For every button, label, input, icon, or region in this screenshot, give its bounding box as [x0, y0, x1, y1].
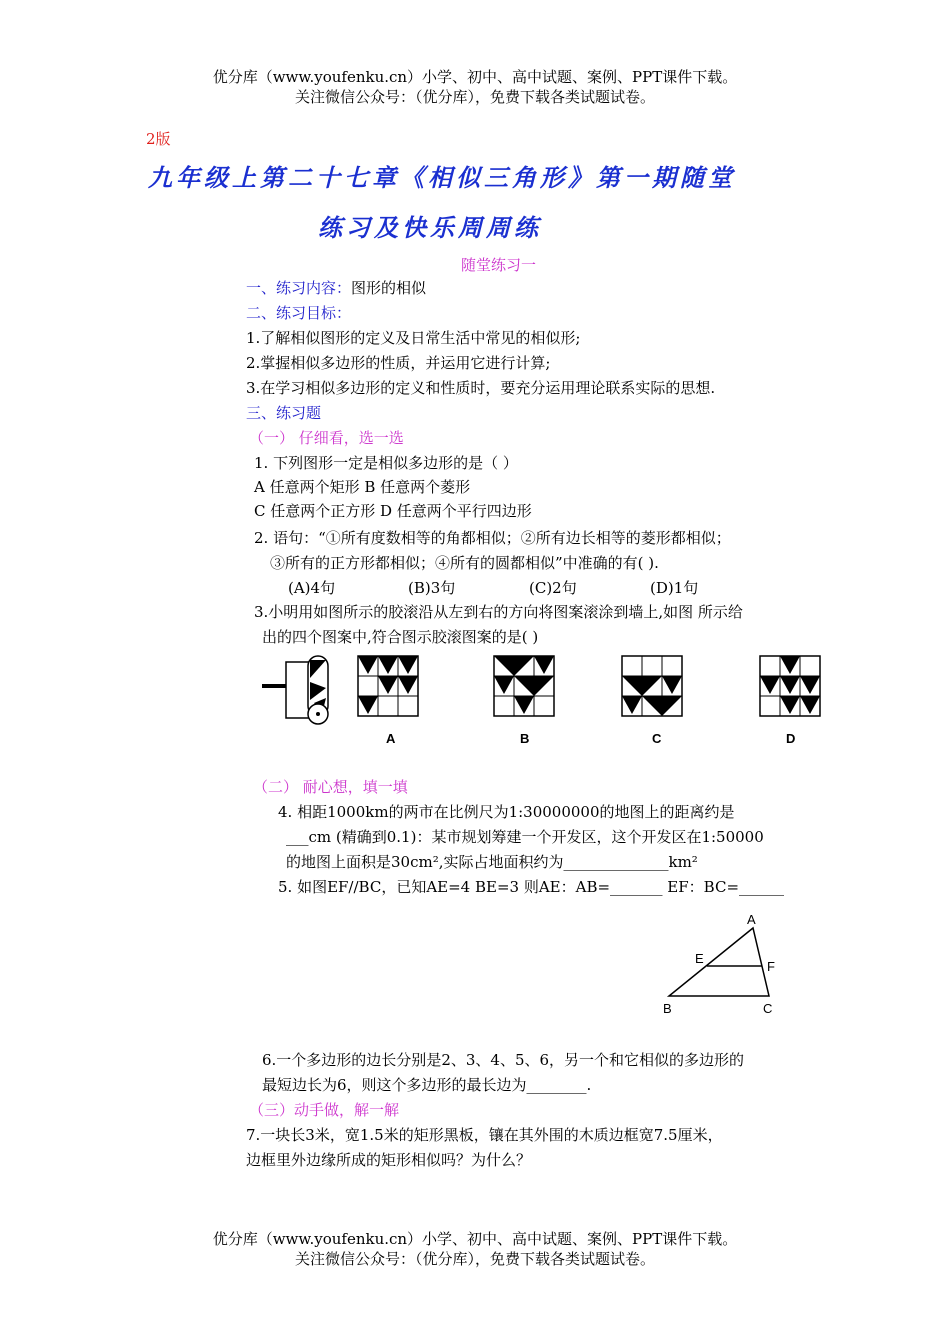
pattern-b: [494, 656, 554, 716]
goal-1: 1.了解相似图形的定义及日常生活中常见的相似形;: [246, 329, 581, 347]
question-6-line-1: 6.一个多边形的边长分别是2、3、4、5、6，另一个和它相似的多边形的: [262, 1051, 745, 1069]
question-2-line-1: 2. 语句：“①所有度数相等的角都相似；②所有边长相等的菱形都相似；: [254, 529, 731, 547]
question-7-line-1: 7.一块长3米，宽1.5米的矩形黑板，镶在其外围的木质边框宽7.5厘米，: [246, 1126, 723, 1144]
roller-figure: [258, 648, 858, 750]
figure-label-b: B: [520, 731, 530, 746]
goal-label: 二、练习目标：: [246, 304, 352, 322]
question-3-line-1: 3.小明用如图所示的胶滚沿从左到右的方向将图案滚涂到墙上,如图 所示给: [254, 603, 743, 621]
part2-heading: （二） 耐心想，填一填: [253, 778, 408, 796]
content-row: [246, 277, 426, 298]
figure-label-a: A: [386, 731, 396, 746]
vertex-c: C: [763, 1001, 773, 1016]
pattern-d: [760, 656, 820, 716]
content-value: 图形的相似: [351, 279, 427, 297]
vertex-a: A: [747, 912, 756, 927]
goal-2: 2.掌握相似多边形的性质，并运用它进行计算;: [246, 354, 551, 372]
question-4-line-1: 4. 相距1000km的两市在比例尺为1:30000000的地图上的距离约是: [278, 803, 735, 821]
triangle-figure: [655, 908, 785, 1020]
header-line-2: 关注微信公众号：（优分库），免费下载各类试题试卷。: [294, 88, 655, 106]
question-2-option-d: (D)1句: [650, 579, 699, 597]
part3-heading: （三）动手做，解一解: [249, 1101, 400, 1119]
triangle-abc: [669, 928, 769, 996]
content-label: 一、练习内容：: [246, 279, 352, 297]
question-5: 5. 如图EF//BC，已知AE=4 BE=3 则AE：AB=_______ EF：BC=______: [278, 878, 785, 896]
part1-heading: （一） 仔细看，选一选: [249, 429, 404, 447]
paint-roller: [262, 656, 328, 724]
question-1: 1. 下列图形一定是相似多边形的是（ ）: [254, 454, 518, 472]
vertex-e: E: [695, 951, 704, 966]
question-2-option-c: (C)2句: [529, 579, 577, 597]
question-4-line-3: 的地图上面积是30cm²,实际占地面积约为______________km²: [286, 853, 698, 871]
title-line-2: 练习及快乐周周练: [318, 213, 542, 242]
footer-line-2: 关注微信公众号：（优分库），免费下载各类试题试卷。: [294, 1250, 655, 1268]
version-label: 2版: [146, 130, 171, 148]
figure-label-c: C: [652, 731, 662, 746]
vertex-f: F: [767, 959, 775, 974]
title-line-1: 九年级上第二十七章《相似三角形》第一期随堂: [148, 163, 736, 192]
vertex-b: B: [663, 1001, 672, 1016]
question-1-options-cd: C 任意两个正方形 D 任意两个平行四边形: [254, 502, 532, 520]
question-2-option-a: (A)4句: [288, 579, 336, 597]
pattern-c: [622, 656, 682, 716]
question-2-line-2: ③所有的正方形都相似；④所有的圆都相似”中准确的有( ).: [270, 554, 659, 572]
subtitle: 随堂练习一: [461, 256, 537, 274]
question-1-options-ab: A 任意两个矩形 B 任意两个菱形: [254, 478, 471, 496]
exercises-label: 三、练习题: [246, 404, 322, 422]
question-7-line-2: 边框里外边缘所成的矩形相似吗？为什么？: [246, 1151, 532, 1169]
header-line-1: 优分库（www.youfenku.cn）小学、初中、高中试题、案例、PPT课件下载。: [212, 68, 738, 86]
pattern-a: [358, 656, 418, 716]
footer-line-1: 优分库（www.youfenku.cn）小学、初中、高中试题、案例、PPT课件下载。: [212, 1230, 738, 1248]
question-3-line-2: 出的四个图案中,符合图示胶滚图案的是( ): [262, 628, 539, 646]
goal-3: 3.在学习相似多边形的定义和性质时，要充分运用理论联系实际的思想.: [246, 379, 716, 397]
figure-label-d: D: [786, 731, 796, 746]
question-2-option-b: (B)3句: [408, 579, 456, 597]
question-4-line-2: ___cm (精确到0.1)：某市规划筹建一个开发区，这个开发区在1:50000: [286, 828, 764, 846]
question-6-line-2: 最短边长为6，则这个多边形的最长边为________.: [262, 1076, 592, 1094]
